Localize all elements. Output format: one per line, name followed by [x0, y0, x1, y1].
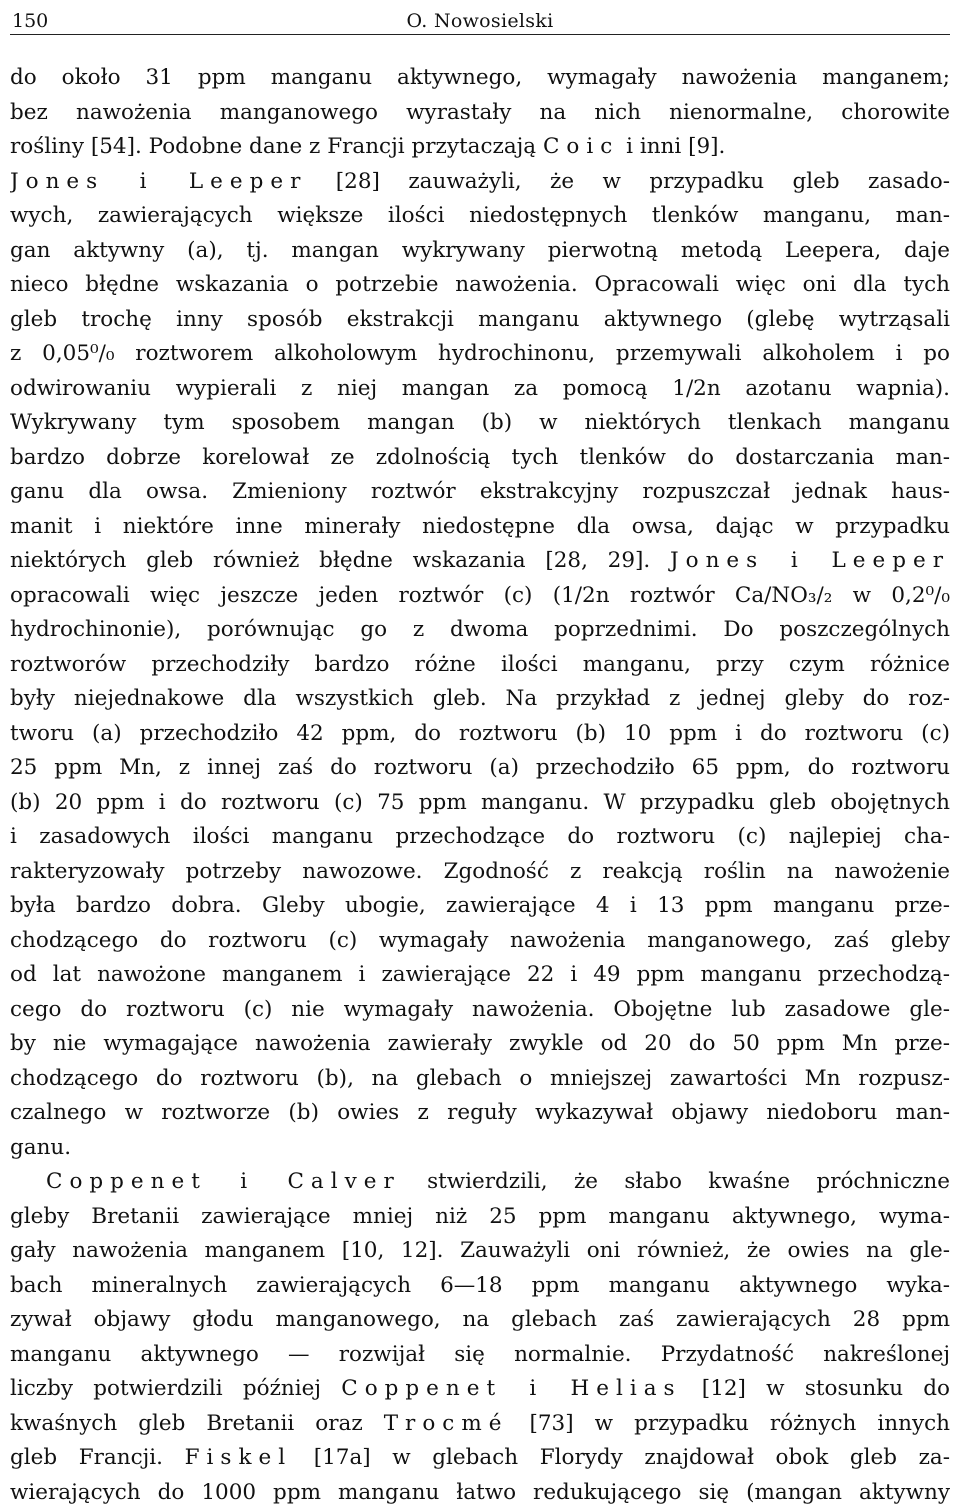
- text-line: zywał objawy głodu manganowego, na glebach zaś zawierających 28 ppm: [10, 1303, 950, 1338]
- text-line: (b) 20 ppm i do roztworu (c) 75 ppm manganu. W przypadku gleb obojętnych: [10, 786, 950, 821]
- text-segment: niektórych gleb również błędne wskazania [28, 29].: [10, 548, 670, 573]
- author-name: Fiskel: [185, 1445, 292, 1470]
- text-line: bach mineralnych zawierających 6—18 ppm manganu aktywnego wyka-: [10, 1269, 950, 1304]
- text-line: od lat nawożone manganem i zawierające 22 i 49 ppm manganu przechodzą-: [10, 958, 950, 993]
- text-segment: stwierdzili, że słabo kwaśne próchniczne: [401, 1169, 950, 1194]
- author-name: Trocmé: [384, 1411, 509, 1436]
- text-line: gały nawożenia manganem [10, 12]. Zauważyli oni również, że owies na gle-: [10, 1234, 950, 1269]
- text-line: cego do roztworu (c) nie wymagały nawożenia. Obojętne lub zasadowe gle-: [10, 993, 950, 1028]
- text-line: czalnego w roztworze (b) owies z reguły wykazywał objawy niedoboru man-: [10, 1096, 950, 1131]
- text-line: [10, 130, 950, 165]
- text-line: i zasadowych ilości manganu przechodzące do roztworu (c) najlepiej cha-: [10, 820, 950, 855]
- text-line: opracowali więc jeszcze jeden roztwór (c) (1/2n roztwór Ca/NO₃/₂ w 0,2⁰/₀: [10, 579, 950, 614]
- author-name: Jones i Leeper: [10, 169, 307, 194]
- page-number: 150: [12, 10, 48, 32]
- text-line: [10, 544, 950, 579]
- text-segment: gleb Francji.: [10, 1445, 185, 1470]
- author-name: Coic: [543, 134, 619, 159]
- text-segment: i inni [9].: [619, 134, 725, 159]
- text-line: bardzo dobrze korelował ze zdolnością tych tlenków do dostarczania man-: [10, 441, 950, 476]
- author-name: Jones i Leeper: [670, 548, 950, 573]
- text-line: wych, zawierających większe ilości niedostępnych tlenków manganu, man-: [10, 199, 950, 234]
- text-line: gleby Bretanii zawierające mniej niż 25 ppm manganu aktywnego, wyma-: [10, 1200, 950, 1235]
- text-line: manganu aktywnego — rozwijał się normalnie. Przydatność nakreślonej: [10, 1338, 950, 1373]
- text-segment: rośliny [54]. Podobne dane z Francji przytaczają: [10, 134, 543, 159]
- text-line: tworu (a) przechodziło 42 ppm, do roztworu (b) 10 ppm i do roztworu (c): [10, 717, 950, 752]
- text-line: hydrochinonie), porównując go z dwoma poprzednimi. Do poszczególnych: [10, 613, 950, 648]
- text-line: [10, 1441, 950, 1476]
- text-line: Wykrywany tym sposobem mangan (b) w niektórych tlenkach manganu: [10, 406, 950, 441]
- text-line: 25 ppm Mn, z innej zaś do roztworu (a) przechodziło 65 ppm, do roztworu: [10, 751, 950, 786]
- text-line: gleb trochę inny sposób ekstrakcji manganu aktywnego (glebę wytrząsali: [10, 303, 950, 338]
- text-line: bez nawożenia manganowego wyrastały na nich nienormalne, chorowite: [10, 96, 950, 131]
- text-line: [10, 165, 950, 200]
- text-segment: [28] zauważyli, że w przypadku gleb zasado-: [307, 169, 950, 194]
- text-line: wierających do 1000 ppm manganu łatwo redukującego się (mangan aktywny: [10, 1476, 950, 1510]
- text-segment: [73] w przypadku różnych innych: [508, 1411, 950, 1436]
- text-line: do około 31 ppm manganu aktywnego, wymagały nawożenia manganem;: [10, 61, 950, 96]
- text-line: manit i niektóre inne minerały niedostępne dla owsa, dając w przypadku: [10, 510, 950, 545]
- text-line: nieco błędne wskazania o potrzebie nawożenia. Opracowali więc oni dla tych: [10, 268, 950, 303]
- text-line: chodzącego do roztworu (b), na glebach o mniejszej zawartości Mn rozpusz-: [10, 1062, 950, 1097]
- text-line: [10, 1372, 950, 1407]
- text-line: była bardzo dobra. Gleby ubogie, zawierające 4 i 13 ppm manganu prze-: [10, 889, 950, 924]
- body-text: [10, 61, 950, 1510]
- author-name: Coppenet i Calver: [46, 1169, 401, 1194]
- text-line: odwirowaniu wypierali z niej mangan za pomocą 1/2n azotanu wapnia).: [10, 372, 950, 407]
- text-segment: kwaśnych gleb Bretanii oraz: [10, 1411, 384, 1436]
- text-segment: [17a] w glebach Florydy znajdował obok gleb za-: [292, 1445, 950, 1470]
- text-line: z 0,05⁰/₀ roztworem alkoholowym hydrochinonu, przemywali alkoholem i po: [10, 337, 950, 372]
- text-segment: liczby potwierdzili później: [10, 1376, 341, 1401]
- text-line: rakteryzowały potrzeby nawozowe. Zgodność z reakcją roślin na nawożenie: [10, 855, 950, 890]
- text-line: ganu dla owsa. Zmieniony roztwór ekstrakcyjny rozpuszczał jednak haus-: [10, 475, 950, 510]
- page-header: [10, 6, 950, 35]
- text-line: gan aktywny (a), tj. mangan wykrywany pierwotną metodą Leepera, daje: [10, 234, 950, 269]
- text-line: były niejednakowe dla wszystkich gleb. Na przykład z jednej gleby do roz-: [10, 682, 950, 717]
- text-line: chodzącego do roztworu (c) wymagały nawożenia manganowego, zaś gleby: [10, 924, 950, 959]
- text-line: ganu.: [10, 1131, 950, 1166]
- running-head: O. Nowosielski: [10, 10, 950, 32]
- text-line: by nie wymagające nawożenia zawierały zwykle od 20 do 50 ppm Mn prze-: [10, 1027, 950, 1062]
- author-name: Coppenet i Helias: [341, 1376, 681, 1401]
- text-line: roztworów przechodziły bardzo różne ilości manganu, przy czym różnice: [10, 648, 950, 683]
- text-line: [10, 1407, 950, 1442]
- text-segment: [12] w stosunku do: [682, 1376, 950, 1401]
- text-line: [10, 1165, 950, 1200]
